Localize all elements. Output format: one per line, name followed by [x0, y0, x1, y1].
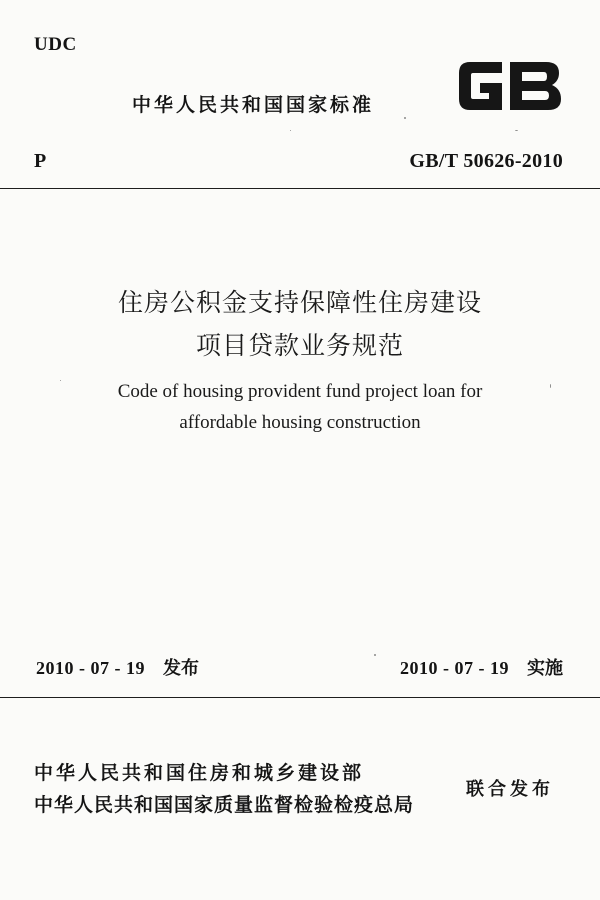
effective-label: 实施	[527, 658, 563, 679]
standard-number: GB/T 50626-2010	[409, 150, 563, 172]
scan-speck	[290, 130, 291, 131]
top-divider	[0, 188, 600, 189]
effective-date-block	[400, 654, 563, 680]
bottom-divider	[0, 697, 600, 698]
scan-speck	[515, 130, 518, 131]
joint-issue-label: 联合发布	[466, 779, 554, 800]
gb-logo	[456, 58, 564, 114]
issue-date: 2010 - 07 - 19	[36, 658, 145, 678]
issuer-ministry-housing: 中华人民共和国住房和城乡建设部	[34, 762, 365, 784]
issue-date-block	[36, 654, 199, 680]
english-title-line-1: Code of housing provident fund project loan for	[117, 381, 483, 402]
national-standard-title: 中华人民共和国国家标准	[132, 94, 375, 116]
chinese-title-line-2: 项目贷款业务规范	[195, 331, 404, 360]
chinese-title-line-1: 住房公积金支持保障性住房建设	[117, 288, 482, 317]
english-title-line-2: affordable housing construction	[179, 412, 421, 433]
scan-speck	[374, 654, 376, 656]
udc-label: UDC	[34, 34, 77, 55]
scan-speck	[60, 380, 61, 381]
scan-speck	[550, 384, 551, 388]
category-code: P	[34, 150, 47, 172]
issuer-aqsiq: 中华人民共和国国家质量监督检验检疫总局	[34, 794, 415, 816]
effective-date: 2010 - 07 - 19	[400, 658, 509, 678]
issue-label: 发布	[163, 658, 199, 679]
scan-speck	[404, 117, 406, 119]
